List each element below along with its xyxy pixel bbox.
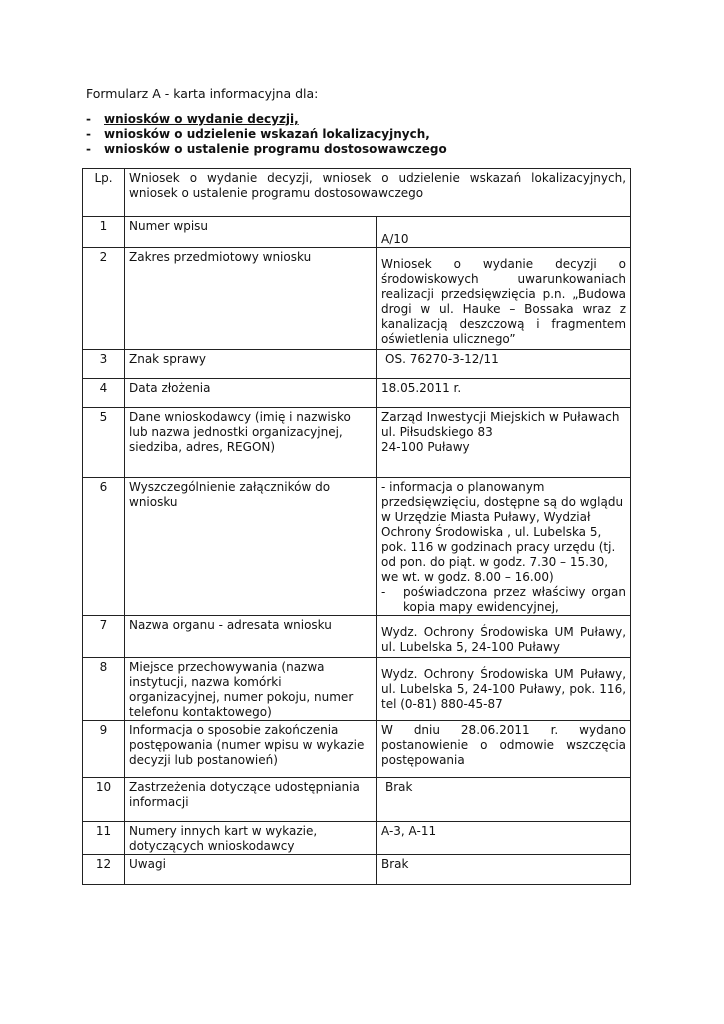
row-lp: 7	[83, 616, 125, 658]
row-value: A-3, A-11	[377, 822, 631, 855]
row-value: 18.05.2011 r.	[377, 379, 631, 408]
row-value: A/10	[377, 217, 631, 248]
table-row	[83, 379, 631, 408]
row-lp: 8	[83, 658, 125, 721]
row-label: Zastrzeżenia dotyczące udostępniania informacji	[125, 778, 377, 822]
row-value: OS. 76270-3-12/11	[377, 350, 631, 379]
row-lp: 6	[83, 478, 125, 616]
row-value: Wniosek o wydanie decyzji o środowiskowych uwarunkowaniach realizacji przedsięwzięcia p.n. „Budowa drogi w ul. Hauke – Bossaka wraz z kanalizacją deszczową i fragmentem oświetlenia ulicznego”	[377, 248, 631, 350]
list-item: - wniosków o ustalenie programu dostosowawczego	[86, 142, 447, 156]
row-value	[377, 408, 631, 478]
attachment-item: poświadczona przez właściwy organ kopia mapy ewidencyjnej,	[403, 585, 627, 614]
row-value: Brak	[377, 778, 631, 822]
row-value: Wydz. Ochrony Środowiska UM Puławy, ul. Lubelska 5, 24-100 Puławy	[377, 616, 631, 658]
table-row	[83, 408, 631, 478]
list-item: - wniosków o udzielenie wskazań lokalizacyjnych,	[86, 127, 430, 141]
list-item: - wniosków o wydanie decyzji,	[86, 112, 299, 126]
row-value: Brak	[377, 855, 631, 885]
header-lp: Lp.	[83, 169, 125, 217]
row-label: Informacja o sposobie zakończenia postępowania (numer wpisu w wykazie decyzji lub postanowień)	[125, 721, 377, 778]
value-line: 24-100 Puławy	[381, 440, 470, 454]
table-row	[83, 658, 631, 721]
row-lp: 2	[83, 248, 125, 350]
list-marker: -	[381, 585, 386, 599]
row-label: Nazwa organu - adresata wniosku	[125, 616, 377, 658]
value-line: ul. Piłsudskiego 83	[381, 425, 493, 439]
value-line: Zarząd Inwestycji Miejskich w Puławach	[381, 410, 620, 424]
form-title: Formularz A - karta informacyjna dla:	[86, 86, 319, 101]
table-header-row	[83, 169, 631, 217]
row-label: Data złożenia	[125, 379, 377, 408]
row-label: Zakres przedmiotowy wniosku	[125, 248, 377, 350]
row-lp: 3	[83, 350, 125, 379]
list-item	[381, 585, 626, 615]
row-label: Znak sprawy	[125, 350, 377, 379]
row-lp: 12	[83, 855, 125, 885]
form-type-list	[86, 112, 447, 157]
table-row	[83, 248, 631, 350]
row-label: Numer wpisu	[125, 217, 377, 248]
header-text: Wniosek o wydanie decyzji, wniosek o udzielenie wskazań lokalizacyjnych, wniosek o ustalenie programu dostosowawczego	[125, 169, 631, 217]
row-lp: 10	[83, 778, 125, 822]
row-lp: 1	[83, 217, 125, 248]
table-row	[83, 822, 631, 855]
row-lp: 5	[83, 408, 125, 478]
table-row	[83, 350, 631, 379]
attachment-info: - informacja o planowanym przedsięwzięciu, dostępne są do wglądu w Urzędzie Miasta Puławy, Wydział Ochrony Środowiska , ul. Lubelska 5, pok. 116 w godzinach pracy urzędu (tj. od pon. do piąt. w godz. 7.30 – 15.30, we wt. w godz. 8.00 – 16.00)	[381, 480, 624, 584]
row-lp: 11	[83, 822, 125, 855]
table-row	[83, 855, 631, 885]
row-lp: 9	[83, 721, 125, 778]
table-row	[83, 616, 631, 658]
row-lp: 4	[83, 379, 125, 408]
table-row	[83, 778, 631, 822]
row-value	[377, 478, 631, 616]
table-row	[83, 217, 631, 248]
row-label: Wyszczególnienie załączników do wniosku	[125, 478, 377, 616]
table-row	[83, 721, 631, 778]
row-label: Uwagi	[125, 855, 377, 885]
row-value: Wydz. Ochrony Środowiska UM Puławy, ul. Lubelska 5, 24-100 Puławy, pok. 116, tel (0-81) 880-45-87	[377, 658, 631, 721]
row-label: Miejsce przechowywania (nazwa instytucji, nazwa komórki organizacyjnej, numer pokoju, numer telefonu kontaktowego)	[125, 658, 377, 721]
row-value: W dniu 28.06.2011 r. wydano postanowienie o odmowie wszczęcia postępowania	[377, 721, 631, 778]
row-label: Dane wnioskodawcy (imię i nazwisko lub nazwa jednostki organizacyjnej, siedziba, adres, REGON)	[125, 408, 377, 478]
row-label: Numery innych kart w wykazie, dotyczących wnioskodawcy	[125, 822, 377, 855]
information-card-table	[82, 168, 631, 885]
table-row	[83, 478, 631, 616]
